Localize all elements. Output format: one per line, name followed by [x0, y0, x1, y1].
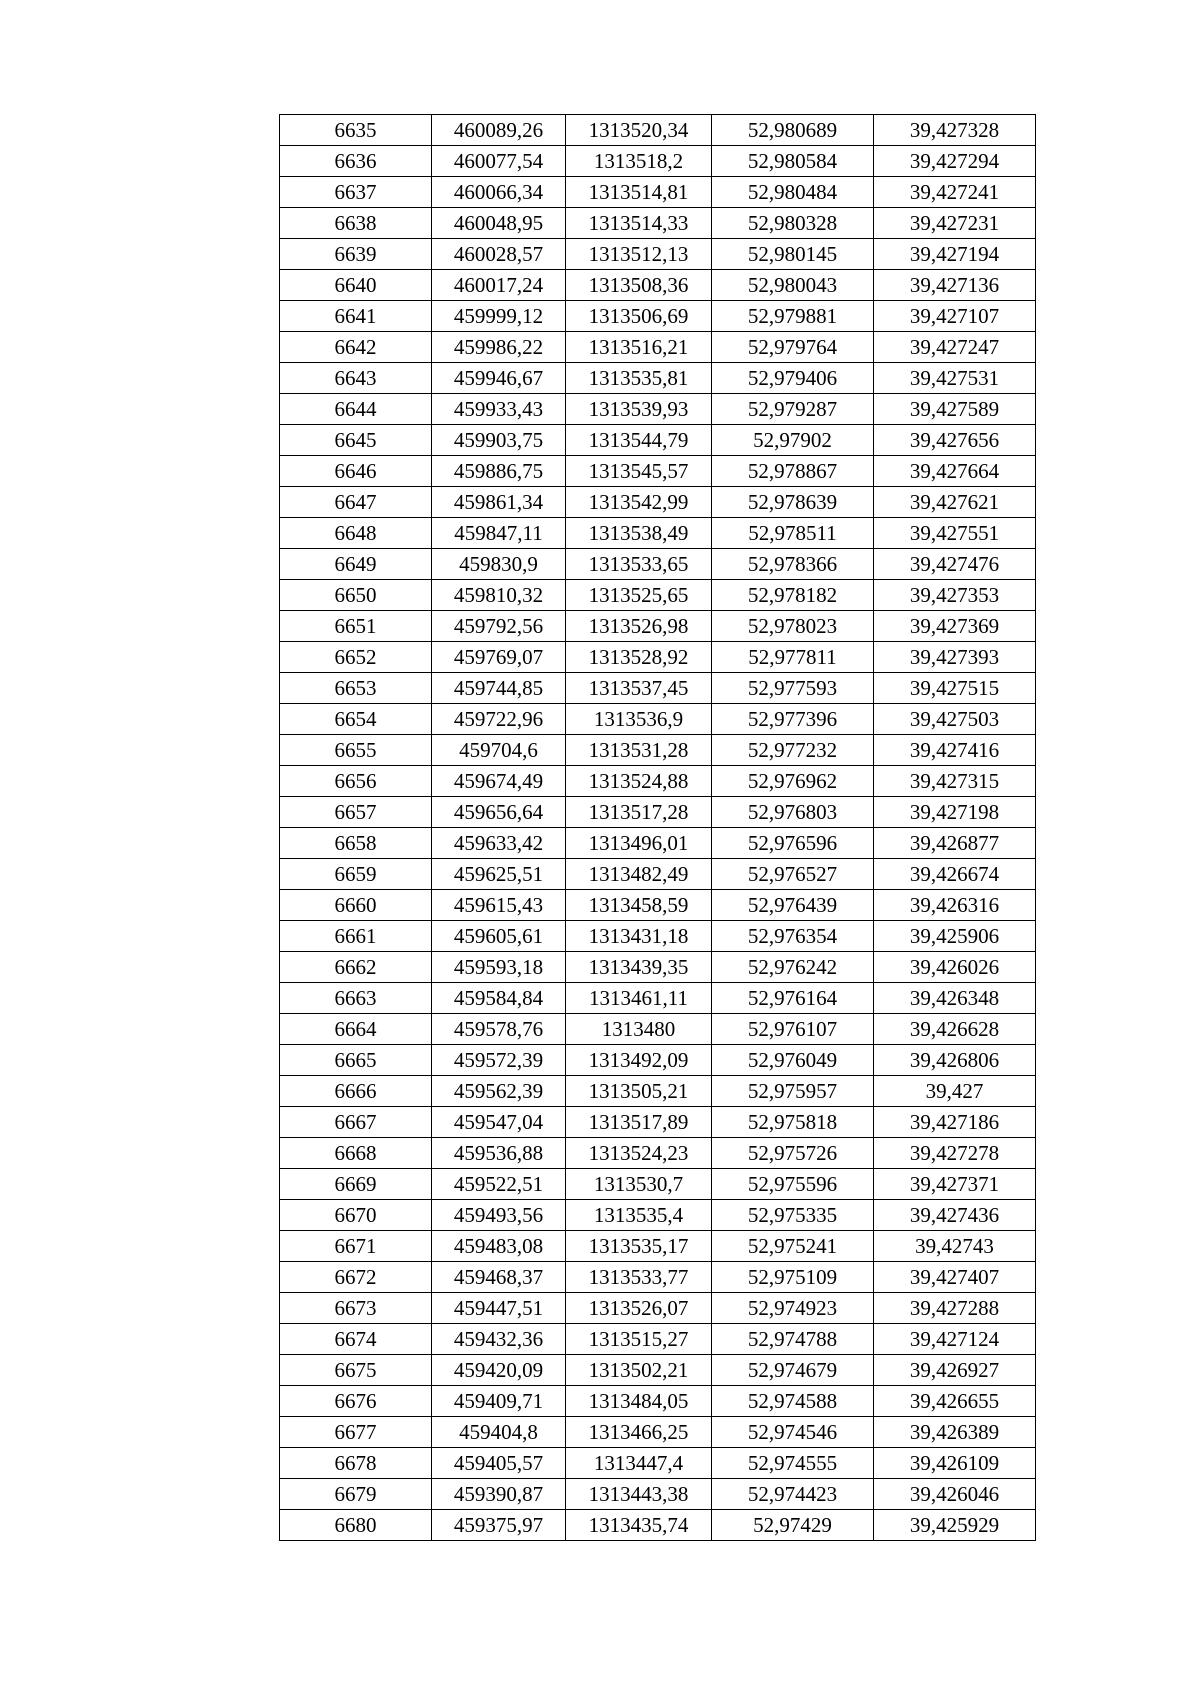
longitude-cell: 39,427393 [874, 642, 1036, 673]
y-coordinate-cell: 1313542,99 [566, 487, 712, 518]
y-coordinate-cell: 1313458,59 [566, 890, 712, 921]
y-coordinate-cell: 1313535,17 [566, 1231, 712, 1262]
longitude-cell: 39,425906 [874, 921, 1036, 952]
table-row [280, 146, 1036, 177]
latitude-cell: 52,975335 [712, 1200, 874, 1231]
x-coordinate-cell: 459615,43 [432, 890, 566, 921]
longitude-cell: 39,427476 [874, 549, 1036, 580]
longitude-cell: 39,426348 [874, 983, 1036, 1014]
table-row [280, 456, 1036, 487]
longitude-cell: 39,427247 [874, 332, 1036, 363]
y-coordinate-cell: 1313461,11 [566, 983, 712, 1014]
latitude-cell: 52,976107 [712, 1014, 874, 1045]
x-coordinate-cell: 460089,26 [432, 115, 566, 146]
x-coordinate-cell: 459886,75 [432, 456, 566, 487]
latitude-cell: 52,980328 [712, 208, 874, 239]
longitude-cell: 39,427231 [874, 208, 1036, 239]
point-number-cell: 6660 [280, 890, 432, 921]
latitude-cell: 52,977811 [712, 642, 874, 673]
table-row [280, 859, 1036, 890]
table-row [280, 611, 1036, 642]
y-coordinate-cell: 1313530,7 [566, 1169, 712, 1200]
point-number-cell: 6667 [280, 1107, 432, 1138]
table-row [280, 1355, 1036, 1386]
x-coordinate-cell: 459375,97 [432, 1510, 566, 1541]
point-number-cell: 6676 [280, 1386, 432, 1417]
point-number-cell: 6645 [280, 425, 432, 456]
longitude-cell: 39,427664 [874, 456, 1036, 487]
latitude-cell: 52,976803 [712, 797, 874, 828]
x-coordinate-cell: 459584,84 [432, 983, 566, 1014]
point-number-cell: 6679 [280, 1479, 432, 1510]
y-coordinate-cell: 1313515,27 [566, 1324, 712, 1355]
point-number-cell: 6658 [280, 828, 432, 859]
table-row [280, 239, 1036, 270]
x-coordinate-cell: 459722,96 [432, 704, 566, 735]
y-coordinate-cell: 1313506,69 [566, 301, 712, 332]
longitude-cell: 39,427136 [874, 270, 1036, 301]
y-coordinate-cell: 1313466,25 [566, 1417, 712, 1448]
y-coordinate-cell: 1313536,9 [566, 704, 712, 735]
longitude-cell: 39,427294 [874, 146, 1036, 177]
table-row [280, 177, 1036, 208]
point-number-cell: 6640 [280, 270, 432, 301]
latitude-cell: 52,976439 [712, 890, 874, 921]
longitude-cell: 39,426389 [874, 1417, 1036, 1448]
x-coordinate-cell: 460048,95 [432, 208, 566, 239]
y-coordinate-cell: 1313514,81 [566, 177, 712, 208]
table-row [280, 115, 1036, 146]
x-coordinate-cell: 459404,8 [432, 1417, 566, 1448]
x-coordinate-cell: 459704,6 [432, 735, 566, 766]
longitude-cell: 39,427416 [874, 735, 1036, 766]
longitude-cell: 39,427371 [874, 1169, 1036, 1200]
point-number-cell: 6677 [280, 1417, 432, 1448]
latitude-cell: 52,976164 [712, 983, 874, 1014]
longitude-cell: 39,426806 [874, 1045, 1036, 1076]
latitude-cell: 52,974923 [712, 1293, 874, 1324]
point-number-cell: 6665 [280, 1045, 432, 1076]
latitude-cell: 52,979881 [712, 301, 874, 332]
longitude-cell: 39,427369 [874, 611, 1036, 642]
x-coordinate-cell: 459572,39 [432, 1045, 566, 1076]
latitude-cell: 52,977593 [712, 673, 874, 704]
point-number-cell: 6651 [280, 611, 432, 642]
point-number-cell: 6673 [280, 1293, 432, 1324]
y-coordinate-cell: 1313512,13 [566, 239, 712, 270]
latitude-cell: 52,978511 [712, 518, 874, 549]
point-number-cell: 6669 [280, 1169, 432, 1200]
y-coordinate-cell: 1313528,92 [566, 642, 712, 673]
table-row [280, 983, 1036, 1014]
table-row [280, 1448, 1036, 1479]
latitude-cell: 52,976596 [712, 828, 874, 859]
y-coordinate-cell: 1313518,2 [566, 146, 712, 177]
table-row [280, 487, 1036, 518]
latitude-cell: 52,978366 [712, 549, 874, 580]
table-row [280, 208, 1036, 239]
x-coordinate-cell: 459999,12 [432, 301, 566, 332]
y-coordinate-cell: 1313492,09 [566, 1045, 712, 1076]
longitude-cell: 39,427107 [874, 301, 1036, 332]
table-row [280, 1510, 1036, 1541]
latitude-cell: 52,976527 [712, 859, 874, 890]
y-coordinate-cell: 1313526,98 [566, 611, 712, 642]
point-number-cell: 6652 [280, 642, 432, 673]
x-coordinate-cell: 459933,43 [432, 394, 566, 425]
x-coordinate-cell: 459536,88 [432, 1138, 566, 1169]
point-number-cell: 6662 [280, 952, 432, 983]
point-number-cell: 6654 [280, 704, 432, 735]
table-row [280, 549, 1036, 580]
latitude-cell: 52,974679 [712, 1355, 874, 1386]
table-row [280, 1231, 1036, 1262]
longitude-cell: 39,427353 [874, 580, 1036, 611]
x-coordinate-cell: 459547,04 [432, 1107, 566, 1138]
latitude-cell: 52,978639 [712, 487, 874, 518]
x-coordinate-cell: 459847,11 [432, 518, 566, 549]
point-number-cell: 6655 [280, 735, 432, 766]
latitude-cell: 52,978867 [712, 456, 874, 487]
longitude-cell: 39,427436 [874, 1200, 1036, 1231]
y-coordinate-cell: 1313517,89 [566, 1107, 712, 1138]
x-coordinate-cell: 459593,18 [432, 952, 566, 983]
x-coordinate-cell: 459483,08 [432, 1231, 566, 1262]
y-coordinate-cell: 1313537,45 [566, 673, 712, 704]
table-row [280, 1045, 1036, 1076]
latitude-cell: 52,97429 [712, 1510, 874, 1541]
y-coordinate-cell: 1313531,28 [566, 735, 712, 766]
latitude-cell: 52,980043 [712, 270, 874, 301]
latitude-cell: 52,974788 [712, 1324, 874, 1355]
table-row [280, 270, 1036, 301]
point-number-cell: 6644 [280, 394, 432, 425]
point-number-cell: 6666 [280, 1076, 432, 1107]
x-coordinate-cell: 459420,09 [432, 1355, 566, 1386]
x-coordinate-cell: 459522,51 [432, 1169, 566, 1200]
point-number-cell: 6636 [280, 146, 432, 177]
y-coordinate-cell: 1313439,35 [566, 952, 712, 983]
x-coordinate-cell: 459390,87 [432, 1479, 566, 1510]
table-row [280, 1107, 1036, 1138]
x-coordinate-cell: 459468,37 [432, 1262, 566, 1293]
y-coordinate-cell: 1313533,65 [566, 549, 712, 580]
longitude-cell: 39,427278 [874, 1138, 1036, 1169]
x-coordinate-cell: 459562,39 [432, 1076, 566, 1107]
latitude-cell: 52,974588 [712, 1386, 874, 1417]
x-coordinate-cell: 459986,22 [432, 332, 566, 363]
x-coordinate-cell: 460077,54 [432, 146, 566, 177]
longitude-cell: 39,426046 [874, 1479, 1036, 1510]
latitude-cell: 52,978182 [712, 580, 874, 611]
point-number-cell: 6637 [280, 177, 432, 208]
y-coordinate-cell: 1313482,49 [566, 859, 712, 890]
table-row [280, 580, 1036, 611]
y-coordinate-cell: 1313431,18 [566, 921, 712, 952]
table-row [280, 921, 1036, 952]
latitude-cell: 52,975957 [712, 1076, 874, 1107]
longitude-cell: 39,425929 [874, 1510, 1036, 1541]
point-number-cell: 6649 [280, 549, 432, 580]
coordinates-table-body [280, 115, 1036, 1541]
y-coordinate-cell: 1313520,34 [566, 115, 712, 146]
longitude-cell: 39,427198 [874, 797, 1036, 828]
point-number-cell: 6647 [280, 487, 432, 518]
longitude-cell: 39,427315 [874, 766, 1036, 797]
y-coordinate-cell: 1313538,49 [566, 518, 712, 549]
table-row [280, 425, 1036, 456]
longitude-cell: 39,427241 [874, 177, 1036, 208]
table-row [280, 1386, 1036, 1417]
table-row [280, 797, 1036, 828]
latitude-cell: 52,980584 [712, 146, 874, 177]
point-number-cell: 6664 [280, 1014, 432, 1045]
x-coordinate-cell: 459447,51 [432, 1293, 566, 1324]
longitude-cell: 39,426628 [874, 1014, 1036, 1045]
y-coordinate-cell: 1313525,65 [566, 580, 712, 611]
latitude-cell: 52,975596 [712, 1169, 874, 1200]
point-number-cell: 6670 [280, 1200, 432, 1231]
table-row [280, 952, 1036, 983]
latitude-cell: 52,97902 [712, 425, 874, 456]
point-number-cell: 6653 [280, 673, 432, 704]
latitude-cell: 52,975726 [712, 1138, 874, 1169]
table-row [280, 1169, 1036, 1200]
y-coordinate-cell: 1313443,38 [566, 1479, 712, 1510]
table-row [280, 1479, 1036, 1510]
point-number-cell: 6680 [280, 1510, 432, 1541]
x-coordinate-cell: 459810,32 [432, 580, 566, 611]
longitude-cell: 39,427656 [874, 425, 1036, 456]
table-row [280, 332, 1036, 363]
point-number-cell: 6661 [280, 921, 432, 952]
latitude-cell: 52,975109 [712, 1262, 874, 1293]
x-coordinate-cell: 459432,36 [432, 1324, 566, 1355]
longitude-cell: 39,427407 [874, 1262, 1036, 1293]
x-coordinate-cell: 459674,49 [432, 766, 566, 797]
longitude-cell: 39,427515 [874, 673, 1036, 704]
point-number-cell: 6674 [280, 1324, 432, 1355]
longitude-cell: 39,427531 [874, 363, 1036, 394]
y-coordinate-cell: 1313447,4 [566, 1448, 712, 1479]
latitude-cell: 52,980484 [712, 177, 874, 208]
point-number-cell: 6641 [280, 301, 432, 332]
table-row [280, 890, 1036, 921]
latitude-cell: 52,977396 [712, 704, 874, 735]
x-coordinate-cell: 459769,07 [432, 642, 566, 673]
point-number-cell: 6659 [280, 859, 432, 890]
table-row [280, 1014, 1036, 1045]
y-coordinate-cell: 1313545,57 [566, 456, 712, 487]
y-coordinate-cell: 1313517,28 [566, 797, 712, 828]
table-row [280, 1417, 1036, 1448]
y-coordinate-cell: 1313535,4 [566, 1200, 712, 1231]
point-number-cell: 6638 [280, 208, 432, 239]
point-number-cell: 6648 [280, 518, 432, 549]
x-coordinate-cell: 459946,67 [432, 363, 566, 394]
latitude-cell: 52,975818 [712, 1107, 874, 1138]
table-row [280, 518, 1036, 549]
longitude-cell: 39,427124 [874, 1324, 1036, 1355]
table-row [280, 301, 1036, 332]
x-coordinate-cell: 460066,34 [432, 177, 566, 208]
table-row [280, 828, 1036, 859]
latitude-cell: 52,976242 [712, 952, 874, 983]
latitude-cell: 52,976049 [712, 1045, 874, 1076]
x-coordinate-cell: 459578,76 [432, 1014, 566, 1045]
point-number-cell: 6672 [280, 1262, 432, 1293]
latitude-cell: 52,974423 [712, 1479, 874, 1510]
point-number-cell: 6668 [280, 1138, 432, 1169]
y-coordinate-cell: 1313526,07 [566, 1293, 712, 1324]
latitude-cell: 52,975241 [712, 1231, 874, 1262]
longitude-cell: 39,426316 [874, 890, 1036, 921]
point-number-cell: 6675 [280, 1355, 432, 1386]
x-coordinate-cell: 459405,57 [432, 1448, 566, 1479]
longitude-cell: 39,427621 [874, 487, 1036, 518]
point-number-cell: 6663 [280, 983, 432, 1014]
longitude-cell: 39,427551 [874, 518, 1036, 549]
table-row [280, 1138, 1036, 1169]
latitude-cell: 52,976354 [712, 921, 874, 952]
y-coordinate-cell: 1313496,01 [566, 828, 712, 859]
point-number-cell: 6671 [280, 1231, 432, 1262]
x-coordinate-cell: 459625,51 [432, 859, 566, 890]
y-coordinate-cell: 1313516,21 [566, 332, 712, 363]
longitude-cell: 39,426109 [874, 1448, 1036, 1479]
longitude-cell: 39,426655 [874, 1386, 1036, 1417]
y-coordinate-cell: 1313505,21 [566, 1076, 712, 1107]
x-coordinate-cell: 460028,57 [432, 239, 566, 270]
latitude-cell: 52,977232 [712, 735, 874, 766]
longitude-cell: 39,426877 [874, 828, 1036, 859]
x-coordinate-cell: 459744,85 [432, 673, 566, 704]
y-coordinate-cell: 1313524,23 [566, 1138, 712, 1169]
table-row [280, 1293, 1036, 1324]
table-row [280, 673, 1036, 704]
table-row [280, 642, 1036, 673]
longitude-cell: 39,426927 [874, 1355, 1036, 1386]
y-coordinate-cell: 1313480 [566, 1014, 712, 1045]
point-number-cell: 6657 [280, 797, 432, 828]
point-number-cell: 6639 [280, 239, 432, 270]
latitude-cell: 52,979287 [712, 394, 874, 425]
longitude-cell: 39,426674 [874, 859, 1036, 890]
longitude-cell: 39,42743 [874, 1231, 1036, 1262]
y-coordinate-cell: 1313539,93 [566, 394, 712, 425]
x-coordinate-cell: 459409,71 [432, 1386, 566, 1417]
coordinates-table [279, 114, 1036, 1541]
x-coordinate-cell: 459903,75 [432, 425, 566, 456]
y-coordinate-cell: 1313484,05 [566, 1386, 712, 1417]
x-coordinate-cell: 459605,61 [432, 921, 566, 952]
x-coordinate-cell: 460017,24 [432, 270, 566, 301]
latitude-cell: 52,974555 [712, 1448, 874, 1479]
y-coordinate-cell: 1313544,79 [566, 425, 712, 456]
longitude-cell: 39,427589 [874, 394, 1036, 425]
y-coordinate-cell: 1313508,36 [566, 270, 712, 301]
y-coordinate-cell: 1313514,33 [566, 208, 712, 239]
x-coordinate-cell: 459830,9 [432, 549, 566, 580]
table-row [280, 735, 1036, 766]
table-row [280, 394, 1036, 425]
latitude-cell: 52,974546 [712, 1417, 874, 1448]
point-number-cell: 6656 [280, 766, 432, 797]
point-number-cell: 6635 [280, 115, 432, 146]
table-row [280, 1262, 1036, 1293]
longitude-cell: 39,427288 [874, 1293, 1036, 1324]
x-coordinate-cell: 459656,64 [432, 797, 566, 828]
latitude-cell: 52,980145 [712, 239, 874, 270]
longitude-cell: 39,427 [874, 1076, 1036, 1107]
longitude-cell: 39,427194 [874, 239, 1036, 270]
longitude-cell: 39,427186 [874, 1107, 1036, 1138]
point-number-cell: 6646 [280, 456, 432, 487]
x-coordinate-cell: 459792,56 [432, 611, 566, 642]
latitude-cell: 52,979764 [712, 332, 874, 363]
longitude-cell: 39,426026 [874, 952, 1036, 983]
table-row [280, 363, 1036, 394]
point-number-cell: 6642 [280, 332, 432, 363]
y-coordinate-cell: 1313502,21 [566, 1355, 712, 1386]
table-row [280, 1200, 1036, 1231]
longitude-cell: 39,427328 [874, 115, 1036, 146]
point-number-cell: 6643 [280, 363, 432, 394]
x-coordinate-cell: 459493,56 [432, 1200, 566, 1231]
point-number-cell: 6678 [280, 1448, 432, 1479]
latitude-cell: 52,976962 [712, 766, 874, 797]
latitude-cell: 52,979406 [712, 363, 874, 394]
table-row [280, 704, 1036, 735]
x-coordinate-cell: 459861,34 [432, 487, 566, 518]
y-coordinate-cell: 1313535,81 [566, 363, 712, 394]
latitude-cell: 52,980689 [712, 115, 874, 146]
y-coordinate-cell: 1313524,88 [566, 766, 712, 797]
table-row [280, 1076, 1036, 1107]
longitude-cell: 39,427503 [874, 704, 1036, 735]
table-row [280, 1324, 1036, 1355]
y-coordinate-cell: 1313533,77 [566, 1262, 712, 1293]
y-coordinate-cell: 1313435,74 [566, 1510, 712, 1541]
x-coordinate-cell: 459633,42 [432, 828, 566, 859]
latitude-cell: 52,978023 [712, 611, 874, 642]
point-number-cell: 6650 [280, 580, 432, 611]
table-row [280, 766, 1036, 797]
